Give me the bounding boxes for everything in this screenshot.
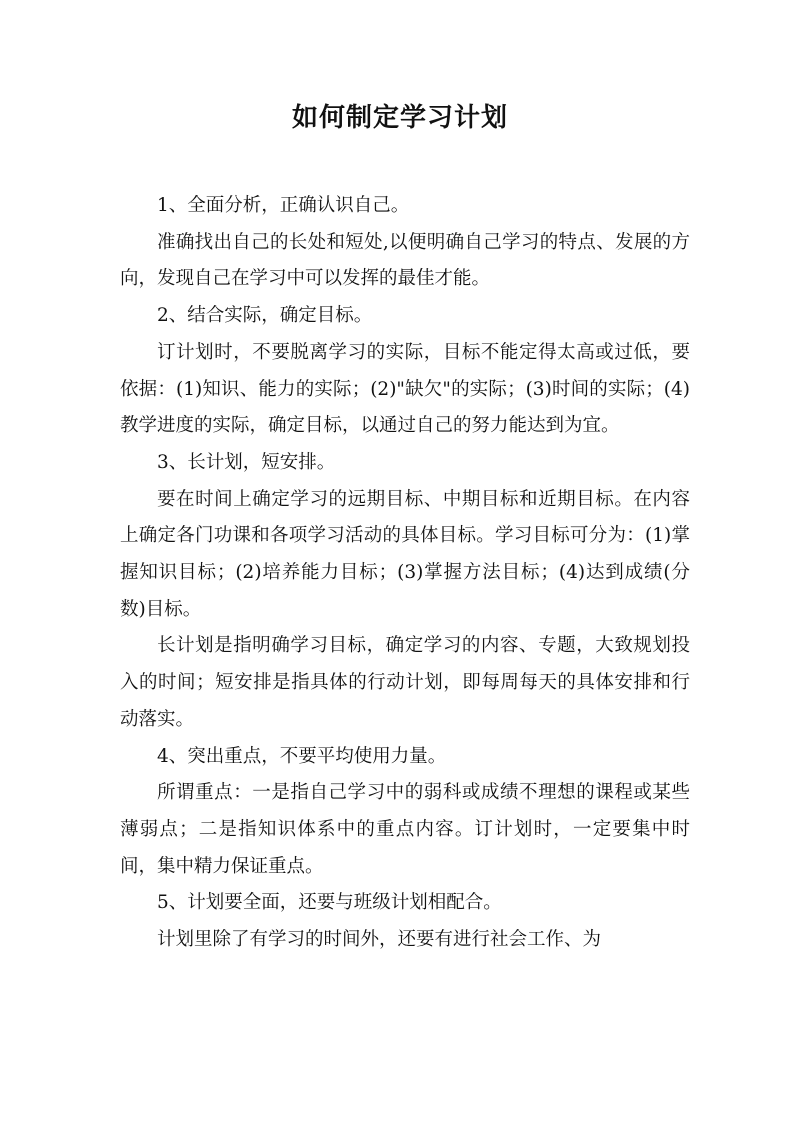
paragraph-heading-5: 5、计划要全面，还要与班级计划相配合。 bbox=[157, 892, 502, 914]
paragraph-heading-4: 4、突出重点，不要平均使用力量。 bbox=[157, 745, 447, 767]
paragraph-heading-3: 3、长计划，短安排。 bbox=[157, 451, 336, 473]
paragraph-heading-1: 1、全面分析，正确认识自己。 bbox=[157, 195, 410, 216]
paragraph: 所谓重点：一是指自己学习中的弱科或成绩不理想的课程或某些薄弱点；二是指知识体系中的重点内容。订计划时，一定要集中时间，集中精力保证重点。 bbox=[120, 782, 690, 877]
paragraph: 要在时间上确定学习的远期目标、中期目标和近期目标。在内容上确定各门功课和各项学习活动的具体目标。学习目标可分为：(1)掌握知识目标；(2)培养能力目标；(3)掌握方法目标；(4)达到成绩(分数)目标。 bbox=[120, 488, 690, 620]
document-title: 如何制定学习计划 bbox=[291, 103, 508, 133]
paragraph-heading-2: 2、结合实际，确定目标。 bbox=[157, 305, 373, 327]
paragraph: 计划里除了有学习的时间外，还要有进行社会工作、为 bbox=[157, 929, 602, 951]
paragraph: 长计划是指明确学习目标，确定学习的内容、专题，大致规划投入的时间；短安排是指具体的行动计划，即每周每天的具体安排和行动落实。 bbox=[120, 635, 690, 730]
document-body bbox=[120, 188, 690, 959]
paragraph: 订计划时，不要脱离学习的实际，目标不能定得太高或过低，要依据：(1)知识、能力的实际；(2)"缺欠"的实际；(3)时间的实际；(4)教学进度的实际，确定目标，以通过自己的努力能达到为宜。 bbox=[120, 341, 690, 437]
paragraph: 准确找出自己的长处和短处,以便明确自己学习的特点、发展的方向，发现自己在学习中可以发挥的最佳才能。 bbox=[120, 231, 690, 290]
